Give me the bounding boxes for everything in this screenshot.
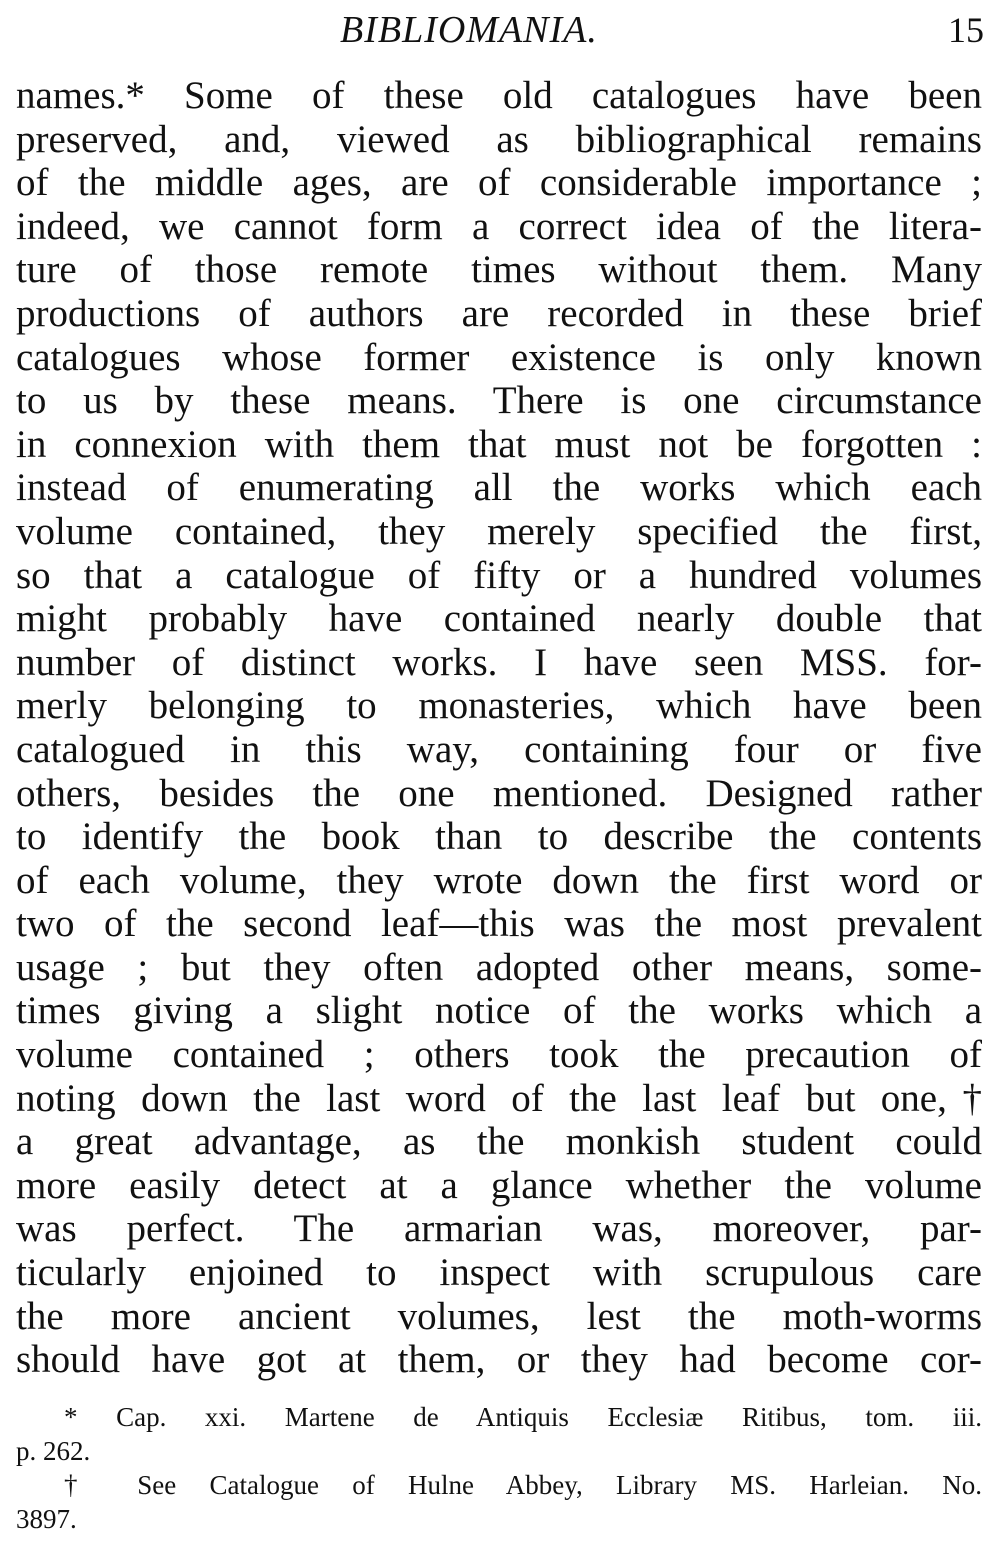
footnote-1-line-1: * Cap. xxi. Martene de Antiquis Ecclesiæ Ritibus, tom. iii.: [64, 1402, 982, 1432]
text-line: productions of authors are recorded in these brief: [16, 291, 982, 335]
page-number: 15: [948, 10, 984, 50]
text-line: catalogued in this way, containing four or five: [16, 727, 982, 771]
text-line: instead of enumerating all the works which each: [16, 466, 982, 510]
text-line: noting down the last word of the last leaf but one,†: [16, 1076, 982, 1120]
text-line: volume contained, they merely specified the first,: [16, 509, 982, 553]
body-text: [16, 74, 982, 1382]
text-line: might probably have contained nearly double that: [16, 597, 982, 641]
text-line: more easily detect at a glance whether the volume: [16, 1163, 982, 1207]
text-line: catalogues whose former existence is only known: [16, 335, 982, 379]
text-line: a great advantage, as the monkish student could: [16, 1120, 982, 1164]
footnote-1-line-2: p. 262.: [16, 1436, 91, 1466]
text-line: usage ; but they often adopted other means, some-: [16, 945, 982, 989]
text-line: should have got at them, or they had become cor-: [16, 1338, 982, 1382]
footnotes: [16, 1400, 982, 1536]
footnote-2-line-2: 3897.: [16, 1504, 77, 1534]
running-head: [0, 8, 1000, 52]
text-line: names.* Some of these old catalogues have been: [16, 74, 982, 117]
text-line: to us by these means. There is one circumstance: [16, 379, 982, 423]
text-line: in connexion with them that must not be forgotten :: [16, 422, 982, 466]
text-line: was perfect. The armarian was, moreover, par-: [16, 1207, 982, 1251]
text-line: times giving a slight notice of the works which a: [16, 989, 982, 1033]
running-title: BIBLIOMANIA.: [340, 9, 598, 51]
text-line: merly belonging to monasteries, which have been: [16, 684, 982, 728]
text-line: the more ancient volumes, lest the moth-worms: [16, 1294, 982, 1338]
text-line: to identify the book than to describe the contents: [16, 815, 982, 859]
footnote-2-line-1: † See Catalogue of Hulne Abbey, Library MS. Harleian. No.: [64, 1470, 982, 1500]
text-line: volume contained ; others took the precaution of: [16, 1033, 982, 1077]
text-line: number of distinct works. I have seen MSS. for-: [16, 640, 982, 684]
text-line: two of the second leaf—this was the most prevalent: [16, 902, 982, 946]
text-line: indeed, we cannot form a correct idea of the litera-: [16, 204, 982, 248]
text-line: ture of those remote times without them. Many: [16, 248, 982, 292]
text-line: of each volume, they wrote down the first word or: [16, 858, 982, 902]
text-line: preserved, and, viewed as bibliographical remains: [16, 117, 982, 161]
text-line: ticularly enjoined to inspect with scrupulous care: [16, 1251, 982, 1295]
text-line: others, besides the one mentioned. Designed rather: [16, 771, 982, 815]
text-line: so that a catalogue of fifty or a hundred volumes: [16, 553, 982, 597]
text-line: of the middle ages, are of considerable importance ;: [16, 161, 982, 205]
